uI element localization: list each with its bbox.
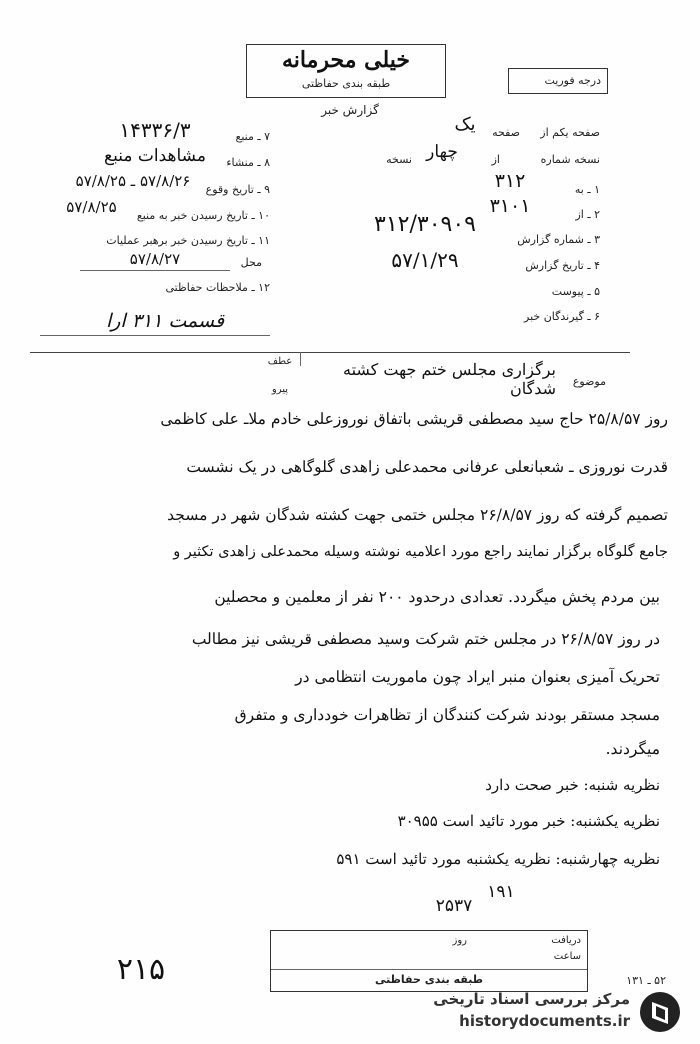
body-line: روز ۲۵/۸/۵۷ حاج سید مصطفی قریشی باتفاق نوروزعلی خادم ملاـ علی کاظمی: [160, 410, 668, 428]
notes-label: ۱۲ ـ ملاحظات حفاظتی: [165, 281, 270, 294]
to-value: ۳۱۲: [494, 170, 526, 192]
report-no-value: ۳۱۲/۳۰۹۰۹: [374, 212, 476, 237]
body-line: بین مردم پخش میگردد. تعدادی درحدود ۲۰۰ نفر از معلمین و محصلین: [214, 588, 660, 606]
box-hour: ساعت: [553, 951, 581, 962]
copy-value: چهار: [426, 142, 458, 162]
report-no-label: ۳ ـ شماره گزارش: [517, 233, 600, 246]
ops-date-value: ۵۷/۸/۲۷: [129, 250, 181, 268]
ref-number-2: ۲۵۳۷: [435, 896, 473, 916]
event-date-value: ۵۷/۸/۲۶ ـ ۵۷/۸/۲۵: [75, 172, 191, 190]
subject-label: موضوع: [572, 375, 606, 388]
body-line: قدرت نوروزی ـ شعبانعلی عرفانی محمدعلی زاهدی گلوگاهی در یک نشست: [186, 458, 668, 476]
box-bottom-label: طبقه بندی حفاظتی: [374, 973, 484, 986]
receipt-date-value: ۵۷/۸/۲۵: [66, 198, 117, 216]
recipients-label: ۶ ـ گیرندگان خبر: [524, 310, 600, 323]
watermark-logo-icon: [638, 990, 682, 1034]
comment-line: نظریه شنبه: خبر صحت دارد: [485, 776, 660, 794]
classification-label: طبقه بندی حفاظتی: [301, 77, 391, 90]
page-label2: صفحه: [492, 126, 520, 139]
report-title: گزارش خبر: [321, 103, 379, 117]
comment-line: نظریه یکشنبه: خبر مورد تائید است ۳۰۹۵۵: [397, 812, 660, 830]
watermark-title: مرکز بررسی اسناد تاریخی: [433, 990, 630, 1008]
ops-date-label: ۱۱ ـ تاریخ رسیدن خبر برهبر عملیات: [106, 234, 270, 247]
notes-underline: [40, 335, 270, 336]
page-value: یک: [454, 114, 476, 135]
box-divider: [271, 969, 587, 970]
body-line: در روز ۲۶/۸/۵۷ در مجلس ختم شرکت وسید مصطفی قریشی نیز مطالب: [191, 630, 660, 648]
form-code: ۵۲ ـ ۱۳۱: [626, 974, 666, 987]
page-label: صفحه یکم از: [540, 126, 600, 139]
body-line: تصمیم گرفته که روز ۲۶/۸/۵۷ مجلس ختمی جهت کشته شدگان شهر در مسجد: [167, 506, 668, 524]
body-line: مسجد مستقر بودند شرکت کنندگان از تظاهرات خودداری و متفرق: [234, 706, 660, 724]
ops-date-underline: [80, 270, 230, 271]
from-label: ۲ ـ از: [575, 208, 600, 221]
source-label: ۷ ـ منبع: [235, 130, 270, 143]
notes-value: قسمت ۳۱۱ ارا: [105, 310, 225, 332]
report-date-label: ۴ ـ تاریخ گزارش: [525, 259, 600, 272]
origin-value: مشاهدات منبع: [104, 146, 206, 166]
ref-number: ۱۹۱: [487, 882, 515, 902]
box-day: روز: [452, 935, 467, 946]
box-received: دریافت: [551, 935, 581, 946]
body-line: میگردند.: [605, 740, 660, 758]
copy-label: نسخه شماره: [540, 153, 600, 166]
report-date-value: ۵۷/۱/۲۹: [391, 248, 459, 272]
classification-stamp: [246, 44, 446, 98]
receipt-box: [270, 930, 588, 992]
receipt-date-label: ۱۰ ـ تاریخ رسیدن خبر به منبع: [136, 209, 270, 222]
origin-label: ۸ ـ منشاء: [226, 156, 270, 169]
ops-place-label: محل: [240, 256, 262, 269]
subject-value: برگزاری مجلس ختم جهت کشته شدگان: [343, 360, 556, 398]
copy-from: از: [491, 153, 500, 166]
header-separator: [30, 352, 630, 353]
attachment-label: ۵ ـ پیوست: [551, 285, 600, 298]
urgency-label: درجه فوریت: [544, 74, 601, 87]
stamp-text: خیلی محرمانه: [281, 47, 411, 73]
to-label: ۱ ـ به: [574, 183, 600, 196]
subject-margin-note2: پیرو: [271, 384, 289, 395]
margin-number: ۲۱۵: [116, 952, 166, 987]
body-line: جامع گلوگاه برگزار نمایند راجع مورد اعلامیه نوشته وسیله محمدعلی زاهدی تکثیر و: [173, 544, 668, 560]
copy-word: نسخه: [386, 153, 412, 166]
body-line: تحریک آمیزی بعنوان منبر ایراد چون ماموریت انتظامی در: [295, 668, 660, 686]
event-date-label: ۹ ـ تاریخ وقوع: [205, 183, 270, 196]
comment-line: نظریه چهارشنبه: نظریه یکشنبه مورد تائید است ۵۹۱: [336, 850, 660, 868]
subject-margin-note: عطف: [267, 356, 293, 367]
urgency-box: [508, 68, 608, 94]
source-value: ۱۴۳۳۶/۳: [119, 118, 191, 142]
watermark-url: historydocuments.ir: [459, 1012, 630, 1030]
from-value: ۳۱۰۱: [489, 195, 531, 217]
